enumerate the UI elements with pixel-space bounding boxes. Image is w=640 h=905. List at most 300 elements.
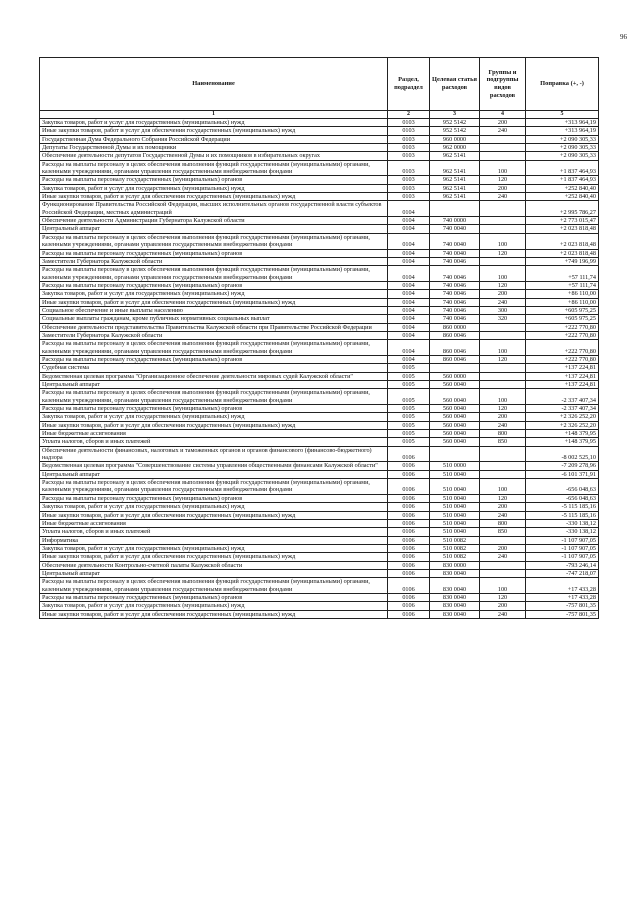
row-name-cell: Социальные выплаты гражданам, кроме публичных нормативных социальных выплат	[40, 315, 388, 323]
row-name-cell: Центральный аппарат	[40, 470, 388, 478]
table-row	[40, 438, 599, 446]
row-amount-cell: +17 433,28	[526, 593, 599, 601]
budget-table	[39, 57, 599, 619]
row-group-cell: 120	[480, 281, 526, 289]
table-row	[40, 494, 599, 502]
row-section-cell: 0106	[388, 593, 430, 601]
row-amount-cell: -330 138,12	[526, 519, 599, 527]
row-amount-cell: +2 090 305,33	[526, 135, 599, 143]
table-row	[40, 421, 599, 429]
row-amount-cell: -8 002 525,10	[526, 446, 599, 462]
column-number: 4	[480, 111, 526, 119]
row-group-cell: 240	[480, 421, 526, 429]
row-name-cell: Иные закупки товаров, работ и услуг для обеспечения государственных (муниципальных) нужд	[40, 610, 388, 618]
table-row	[40, 127, 599, 135]
row-amount-cell: +749 196,99	[526, 257, 599, 265]
row-amount-cell: -6 101 371,91	[526, 470, 599, 478]
row-target-cell: 740 0040	[430, 233, 480, 249]
column-number-row	[40, 111, 599, 119]
table-row	[40, 225, 599, 233]
table-row	[40, 536, 599, 544]
row-name-cell: Расходы на выплаты персоналу в целях обеспечения выполнения функций государственными (муниципальными) органами, казенными учреждениями, органами управления государственными внебюджетными фондами	[40, 160, 388, 176]
row-amount-cell: +222 770,80	[526, 323, 599, 331]
row-section-cell: 0105	[388, 421, 430, 429]
table-row	[40, 323, 599, 331]
row-amount-cell: +222 770,80	[526, 340, 599, 356]
row-section-cell: 0106	[388, 446, 430, 462]
row-name-cell: Расходы на выплаты персоналу государственных (муниципальных) органов	[40, 355, 388, 363]
row-target-cell: 560 0040	[430, 421, 480, 429]
table-row	[40, 479, 599, 495]
row-target-cell: 510 0040	[430, 519, 480, 527]
row-amount-cell: +313 964,19	[526, 127, 599, 135]
row-target-cell	[430, 201, 480, 217]
row-group-cell: 120	[480, 494, 526, 502]
row-section-cell: 0104	[388, 355, 430, 363]
table-row	[40, 553, 599, 561]
row-group-cell: 200	[480, 184, 526, 192]
row-amount-cell: +2 090 305,33	[526, 144, 599, 152]
row-section-cell: 0106	[388, 511, 430, 519]
row-amount-cell: +222 770,80	[526, 331, 599, 339]
row-section-cell: 0106	[388, 462, 430, 470]
table-row	[40, 503, 599, 511]
row-group-cell: 200	[480, 290, 526, 298]
table-row	[40, 257, 599, 265]
row-group-cell: 120	[480, 355, 526, 363]
row-name-cell: Судебная система	[40, 364, 388, 372]
row-amount-cell: +1 837 464,93	[526, 176, 599, 184]
row-amount-cell: -2 337 407,34	[526, 389, 599, 405]
row-name-cell: Обеспечение деятельности Контрольно-счетной палаты Калужской области	[40, 561, 388, 569]
row-target-cell: 510 0082	[430, 553, 480, 561]
row-target-cell: 962 5141	[430, 184, 480, 192]
row-name-cell: Иные бюджетные ассигнования	[40, 430, 388, 438]
row-target-cell: 860 0046	[430, 355, 480, 363]
row-group-cell: 240	[480, 511, 526, 519]
row-amount-cell: +86 110,00	[526, 298, 599, 306]
row-name-cell: Расходы на выплаты персоналу государственных (муниципальных) органов	[40, 176, 388, 184]
row-section-cell: 0106	[388, 544, 430, 552]
row-name-cell: Расходы на выплаты персоналу государственных (муниципальных) органов	[40, 249, 388, 257]
row-group-cell: 200	[480, 602, 526, 610]
row-name-cell: Иные закупки товаров, работ и услуг для обеспечения государственных (муниципальных) нужд	[40, 298, 388, 306]
row-target-cell: 962 5141	[430, 152, 480, 160]
row-name-cell: Расходы на выплаты персоналу в целях обеспечения выполнения функций государственными (муниципальными) органами, казенными учреждениями, органами управления государственными внебюджетными фондами	[40, 389, 388, 405]
row-amount-cell: +57 111,74	[526, 266, 599, 282]
row-name-cell: Расходы на выплаты персоналу в целях обеспечения выполнения функций государственными (муниципальными) органами, казенными учреждениями, органами управления государственными внебюджетными фондами	[40, 266, 388, 282]
row-amount-cell: -1 107 907,05	[526, 553, 599, 561]
row-group-cell: 240	[480, 298, 526, 306]
row-amount-cell: +137 224,81	[526, 381, 599, 389]
row-name-cell: Закупка товаров, работ и услуг для государственных (муниципальных) нужд	[40, 503, 388, 511]
row-name-cell: Иные закупки товаров, работ и услуг для обеспечения государственных (муниципальных) нужд	[40, 553, 388, 561]
row-section-cell: 0105	[388, 405, 430, 413]
row-name-cell: Иные бюджетные ассигнования	[40, 519, 388, 527]
row-target-cell: 740 0046	[430, 298, 480, 306]
row-section-cell: 0103	[388, 135, 430, 143]
row-group-cell: 120	[480, 249, 526, 257]
table-row	[40, 364, 599, 372]
row-name-cell: Иные закупки товаров, работ и услуг для обеспечения государственных (муниципальных) нужд	[40, 127, 388, 135]
header-target: Целевая статья расходов	[430, 58, 480, 111]
row-section-cell: 0104	[388, 323, 430, 331]
row-target-cell	[430, 446, 480, 462]
row-target-cell: 510 0040	[430, 470, 480, 478]
table-header-row	[40, 58, 599, 111]
row-target-cell: 740 0046	[430, 315, 480, 323]
row-name-cell: Закупка товаров, работ и услуг для государственных (муниципальных) нужд	[40, 602, 388, 610]
row-amount-cell: +252 840,40	[526, 184, 599, 192]
table-row	[40, 119, 599, 127]
column-number: 3	[430, 111, 480, 119]
row-name-cell: Заместители Губернатора Калужской области	[40, 257, 388, 265]
table-row	[40, 405, 599, 413]
row-target-cell: 510 0040	[430, 511, 480, 519]
table-row	[40, 298, 599, 306]
row-target-cell: 510 0082	[430, 544, 480, 552]
row-name-cell: Государственная Дума Федерального Собрания Российской Федерации	[40, 135, 388, 143]
row-amount-cell: +222 770,80	[526, 355, 599, 363]
row-section-cell: 0106	[388, 470, 430, 478]
table-row	[40, 544, 599, 552]
table-row	[40, 266, 599, 282]
row-section-cell: 0106	[388, 479, 430, 495]
row-name-cell: Закупка товаров, работ и услуг для государственных (муниципальных) нужд	[40, 290, 388, 298]
row-group-cell: 240	[480, 127, 526, 135]
row-amount-cell: +2 023 818,48	[526, 225, 599, 233]
row-name-cell: Обеспечение деятельности финансовых, налоговых и таможенных органов и органов финансового (финансово-бюджетного) надзора	[40, 446, 388, 462]
row-name-cell: Обеспечение деятельности депутатов Государственной Думы и их помощников в избирательных округах	[40, 152, 388, 160]
row-target-cell: 830 0040	[430, 569, 480, 577]
row-target-cell: 510 0000	[430, 462, 480, 470]
row-target-cell: 860 0046	[430, 340, 480, 356]
row-name-cell: Функционирование Правительства Российской Федерации, высших исполнительных органов государственной власти субъектов Российской Федерации, местных администраций	[40, 201, 388, 217]
row-group-cell: 320	[480, 315, 526, 323]
table-row	[40, 372, 599, 380]
row-group-cell: 100	[480, 479, 526, 495]
table-row	[40, 578, 599, 594]
row-target-cell: 962 5141	[430, 160, 480, 176]
row-section-cell: 0104	[388, 233, 430, 249]
row-name-cell: Расходы на выплаты персоналу государственных (муниципальных) органов	[40, 281, 388, 289]
row-section-cell: 0105	[388, 372, 430, 380]
row-group-cell: 120	[480, 593, 526, 601]
row-target-cell: 740 0046	[430, 266, 480, 282]
row-target-cell: 962 5141	[430, 176, 480, 184]
row-section-cell: 0103	[388, 152, 430, 160]
row-section-cell: 0105	[388, 438, 430, 446]
row-group-cell: 200	[480, 119, 526, 127]
row-name-cell: Расходы на выплаты персоналу в целях обеспечения выполнения функций государственными (муниципальными) органами, казенными учреждениями, органами управления государственными внебюджетными фондами	[40, 340, 388, 356]
row-group-cell: 100	[480, 578, 526, 594]
row-target-cell: 740 0040	[430, 249, 480, 257]
row-section-cell: 0104	[388, 331, 430, 339]
row-name-cell: Депутаты Государственной Думы и их помощники	[40, 144, 388, 152]
row-name-cell: Закупка товаров, работ и услуг для государственных (муниципальных) нужд	[40, 184, 388, 192]
column-number: 5	[526, 111, 599, 119]
row-name-cell: Расходы на выплаты персоналу в целях обеспечения выполнения функций государственными (муниципальными) органами, казенными учреждениями, органами управления государственными внебюджетными фондами	[40, 233, 388, 249]
row-target-cell: 740 0000	[430, 217, 480, 225]
row-name-cell: Центральный аппарат	[40, 225, 388, 233]
row-group-cell	[480, 462, 526, 470]
row-amount-cell: +17 433,28	[526, 578, 599, 594]
row-group-cell	[480, 201, 526, 217]
row-section-cell: 0105	[388, 381, 430, 389]
row-section-cell: 0105	[388, 389, 430, 405]
row-target-cell: 510 0082	[430, 536, 480, 544]
row-group-cell: 120	[480, 176, 526, 184]
row-amount-cell: +2 023 818,48	[526, 233, 599, 249]
row-name-cell: Ведомственная целевая программа "Организационное обеспечение деятельности мировых судей Калужской области"	[40, 372, 388, 380]
row-target-cell: 830 0040	[430, 602, 480, 610]
row-section-cell: 0106	[388, 610, 430, 618]
row-group-cell: 240	[480, 553, 526, 561]
row-section-cell: 0103	[388, 144, 430, 152]
row-section-cell: 0106	[388, 519, 430, 527]
table-row	[40, 306, 599, 314]
row-group-cell: 240	[480, 193, 526, 201]
row-amount-cell: +2 023 818,48	[526, 249, 599, 257]
row-name-cell: Расходы на выплаты персоналу государственных (муниципальных) органов	[40, 405, 388, 413]
row-amount-cell: +1 837 464,93	[526, 160, 599, 176]
row-amount-cell: -2 337 407,34	[526, 405, 599, 413]
row-target-cell: 510 0040	[430, 494, 480, 502]
row-section-cell: 0106	[388, 569, 430, 577]
row-group-cell	[480, 135, 526, 143]
row-amount-cell: -1 107 907,05	[526, 544, 599, 552]
row-section-cell: 0104	[388, 225, 430, 233]
row-target-cell: 560 0000	[430, 372, 480, 380]
row-amount-cell: -757 801,35	[526, 602, 599, 610]
row-target-cell: 952 5142	[430, 127, 480, 135]
row-section-cell: 0104	[388, 249, 430, 257]
row-target-cell: 560 0040	[430, 413, 480, 421]
row-section-cell: 0106	[388, 494, 430, 502]
column-number: 2	[388, 111, 430, 119]
row-name-cell: Центральный аппарат	[40, 381, 388, 389]
row-group-cell	[480, 225, 526, 233]
header-name: Наименование	[40, 58, 388, 111]
table-row	[40, 470, 599, 478]
row-name-cell: Уплата налогов, сборов и иных платежей	[40, 438, 388, 446]
row-section-cell: 0105	[388, 430, 430, 438]
row-group-cell: 300	[480, 306, 526, 314]
row-amount-cell: +2 995 786,27	[526, 201, 599, 217]
table-row	[40, 201, 599, 217]
row-section-cell: 0103	[388, 119, 430, 127]
row-amount-cell: +2 326 252,20	[526, 421, 599, 429]
table-row	[40, 135, 599, 143]
row-section-cell: 0104	[388, 281, 430, 289]
table-row	[40, 355, 599, 363]
row-amount-cell: +605 975,25	[526, 315, 599, 323]
row-name-cell: Закупка товаров, работ и услуг для государственных (муниципальных) нужд	[40, 413, 388, 421]
table-row	[40, 340, 599, 356]
row-name-cell: Центральный аппарат	[40, 569, 388, 577]
row-section-cell: 0103	[388, 176, 430, 184]
row-section-cell: 0105	[388, 413, 430, 421]
row-target-cell: 510 0040	[430, 503, 480, 511]
table-row	[40, 610, 599, 618]
row-section-cell: 0104	[388, 315, 430, 323]
header-amount: Поправка (+, -)	[526, 58, 599, 111]
row-section-cell: 0106	[388, 553, 430, 561]
table-row	[40, 593, 599, 601]
row-group-cell: 800	[480, 519, 526, 527]
row-target-cell: 560 0040	[430, 430, 480, 438]
row-amount-cell: +2 773 015,47	[526, 217, 599, 225]
row-section-cell: 0105	[388, 364, 430, 372]
row-group-cell	[480, 331, 526, 339]
table-row	[40, 144, 599, 152]
row-target-cell: 740 0046	[430, 281, 480, 289]
row-section-cell: 0104	[388, 201, 430, 217]
row-group-cell: 200	[480, 544, 526, 552]
row-amount-cell: -1 107 907,05	[526, 536, 599, 544]
row-target-cell: 740 0046	[430, 306, 480, 314]
row-section-cell: 0104	[388, 266, 430, 282]
row-name-cell: Расходы на выплаты персоналу в целях обеспечения выполнения функций государственными (муниципальными) органами, казенными учреждениями, органами управления государственными внебюджетными фондами	[40, 578, 388, 594]
row-group-cell	[480, 364, 526, 372]
row-group-cell: 100	[480, 340, 526, 356]
row-group-cell: 800	[480, 430, 526, 438]
row-target-cell: 830 0000	[430, 561, 480, 569]
row-amount-cell: -656 048,63	[526, 494, 599, 502]
row-section-cell: 0104	[388, 306, 430, 314]
row-name-cell: Иные закупки товаров, работ и услуг для обеспечения государственных (муниципальных) нужд	[40, 421, 388, 429]
row-section-cell: 0104	[388, 217, 430, 225]
table-row	[40, 389, 599, 405]
row-name-cell: Обеспечение деятельности Администрации Губернатора Калужской области	[40, 217, 388, 225]
table-row	[40, 511, 599, 519]
row-amount-cell: -747 218,07	[526, 569, 599, 577]
row-section-cell: 0106	[388, 503, 430, 511]
row-amount-cell: +2 326 252,20	[526, 413, 599, 421]
row-group-cell: 100	[480, 233, 526, 249]
row-target-cell: 740 0040	[430, 225, 480, 233]
table-row	[40, 381, 599, 389]
row-group-cell: 100	[480, 160, 526, 176]
row-target-cell: 860 0000	[430, 323, 480, 331]
table-row	[40, 193, 599, 201]
row-group-cell	[480, 536, 526, 544]
table-row	[40, 446, 599, 462]
row-section-cell: 0106	[388, 528, 430, 536]
row-target-cell: 560 0040	[430, 381, 480, 389]
row-target-cell: 510 0040	[430, 528, 480, 536]
row-amount-cell: -7 209 278,96	[526, 462, 599, 470]
row-target-cell: 830 0040	[430, 593, 480, 601]
row-target-cell: 952 5142	[430, 119, 480, 127]
row-amount-cell: -330 138,12	[526, 528, 599, 536]
row-amount-cell: -757 801,35	[526, 610, 599, 618]
row-section-cell: 0104	[388, 257, 430, 265]
row-section-cell: 0106	[388, 536, 430, 544]
row-name-cell: Социальное обеспечение и иные выплаты населению	[40, 306, 388, 314]
row-group-cell: 850	[480, 528, 526, 536]
row-group-cell: 200	[480, 503, 526, 511]
row-name-cell: Ведомственная целевая программа "Совершенствование системы управления общественными финансами Калужской области"	[40, 462, 388, 470]
table-row	[40, 290, 599, 298]
row-section-cell: 0106	[388, 561, 430, 569]
row-amount-cell: +86 110,00	[526, 290, 599, 298]
row-name-cell: Информатика	[40, 536, 388, 544]
row-section-cell: 0106	[388, 578, 430, 594]
table-body	[40, 119, 599, 619]
table-row	[40, 184, 599, 192]
row-target-cell: 860 0046	[430, 331, 480, 339]
table-row	[40, 152, 599, 160]
row-amount-cell: +605 975,25	[526, 306, 599, 314]
row-name-cell: Обеспечение деятельности представительства Правительства Калужской области при Правительстве Российской Федерации	[40, 323, 388, 331]
row-name-cell: Уплата налогов, сборов и иных платежей	[40, 528, 388, 536]
row-group-cell	[480, 372, 526, 380]
table-row	[40, 281, 599, 289]
row-amount-cell: +148 379,95	[526, 430, 599, 438]
row-name-cell: Иные закупки товаров, работ и услуг для обеспечения государственных (муниципальных) нужд	[40, 193, 388, 201]
table-row	[40, 430, 599, 438]
table-row	[40, 528, 599, 536]
row-name-cell: Расходы на выплаты персоналу государственных (муниципальных) органов	[40, 494, 388, 502]
row-group-cell	[480, 569, 526, 577]
row-group-cell: 240	[480, 610, 526, 618]
row-amount-cell: -793 246,14	[526, 561, 599, 569]
row-amount-cell: +57 111,74	[526, 281, 599, 289]
row-target-cell	[430, 364, 480, 372]
row-group-cell: 100	[480, 266, 526, 282]
row-group-cell: 200	[480, 413, 526, 421]
row-section-cell: 0104	[388, 340, 430, 356]
row-group-cell: 100	[480, 389, 526, 405]
row-group-cell	[480, 257, 526, 265]
row-target-cell: 962 5141	[430, 193, 480, 201]
table-row	[40, 315, 599, 323]
row-amount-cell: +313 964,19	[526, 119, 599, 127]
table-row	[40, 569, 599, 577]
table-row	[40, 462, 599, 470]
row-group-cell	[480, 152, 526, 160]
row-target-cell: 510 0040	[430, 479, 480, 495]
row-target-cell: 830 0040	[430, 578, 480, 594]
row-amount-cell: -656 048,63	[526, 479, 599, 495]
row-group-cell	[480, 561, 526, 569]
row-name-cell: Закупка товаров, работ и услуг для государственных (муниципальных) нужд	[40, 544, 388, 552]
table-row	[40, 233, 599, 249]
table-row	[40, 249, 599, 257]
row-name-cell: Расходы на выплаты персоналу в целях обеспечения выполнения функций государственными (муниципальными) органами, казенными учреждениями, органами управления государственными внебюджетными фондами	[40, 479, 388, 495]
header-group: Группы и подгруппы видов расходов	[480, 58, 526, 111]
row-group-cell	[480, 446, 526, 462]
page-number: 96	[620, 33, 627, 41]
row-group-cell	[480, 381, 526, 389]
table-row	[40, 561, 599, 569]
column-number: 1	[40, 111, 388, 119]
row-target-cell: 740 0046	[430, 257, 480, 265]
row-section-cell: 0104	[388, 298, 430, 306]
row-amount-cell: +137 224,81	[526, 364, 599, 372]
table-row	[40, 413, 599, 421]
row-section-cell: 0106	[388, 602, 430, 610]
row-group-cell: 850	[480, 438, 526, 446]
row-section-cell: 0104	[388, 290, 430, 298]
table-row	[40, 176, 599, 184]
row-amount-cell: -5 115 185,16	[526, 503, 599, 511]
row-group-cell	[480, 470, 526, 478]
row-name-cell: Заместители Губернатора Калужской области	[40, 331, 388, 339]
header-section: Раздел, подраздел	[388, 58, 430, 111]
row-section-cell: 0103	[388, 127, 430, 135]
